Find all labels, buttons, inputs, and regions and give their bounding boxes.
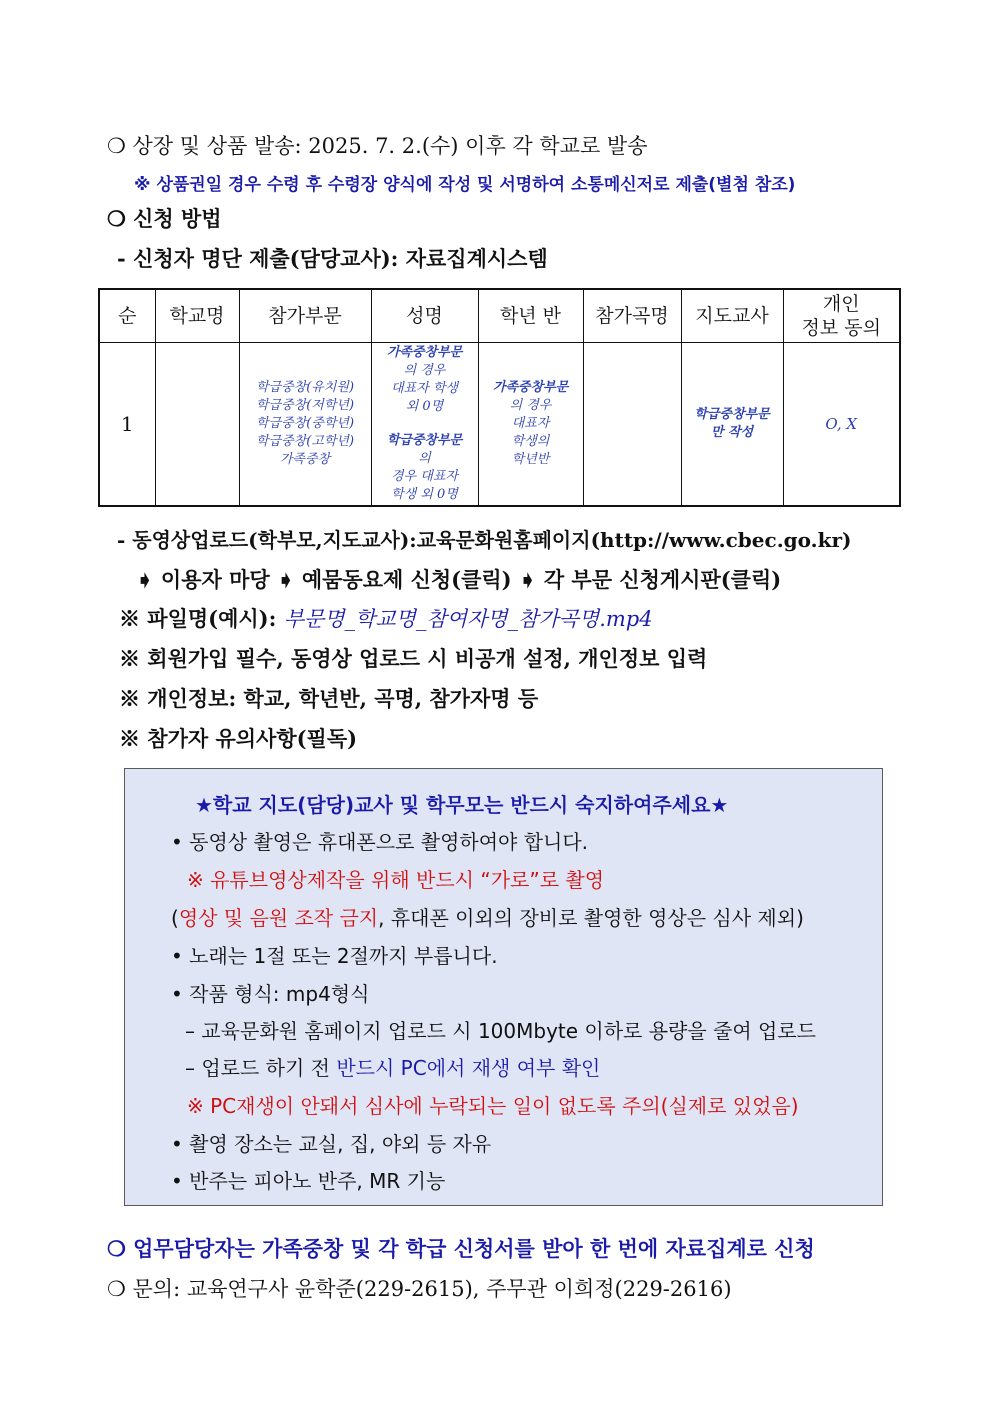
cell-teacher: 학급중창부문 만 작성 xyxy=(681,343,783,507)
filename-example: 부문명_학교명_참여자명_참가곡명.mp4 xyxy=(283,607,653,631)
award-shipping-line: ❍ 상장 및 상품 발송: 2025. 7. 2.(수) 이후 각 학교로 발송 xyxy=(107,134,648,158)
video-upload-line: - 동영상업로드(학부모,지도교사):교육문화원홈페이지(http://www.cbec.go.kr) xyxy=(117,528,852,552)
cell-school xyxy=(155,343,239,507)
cell-consent: O, X xyxy=(783,343,900,507)
header-name: 성명 xyxy=(371,289,478,343)
notice-item-location: • 촬영 장소는 교실, 집, 야외 등 자유 xyxy=(171,1132,492,1156)
header-teacher: 지도교사 xyxy=(681,289,783,343)
notice-upload-size: – 교육문화원 홈페이지 업로드 시 100Mbyte 이하로 용량을 줄여 업로드 xyxy=(185,1019,817,1043)
notice-item-format: • 작품 형식: mp4형식 xyxy=(171,982,370,1006)
notice-edit-ban: (영상 및 음원 조작 금지, 휴대폰 이외의 장비로 촬영한 영상은 심사 제외) xyxy=(171,906,804,930)
apply-method-heading: ❍ 신청 방법 xyxy=(107,206,222,231)
notice-item-accompaniment: • 반주는 피아노 반주, MR 기능 xyxy=(171,1169,446,1193)
privacy-note: ※ 개인정보: 학교, 학년반, 곡명, 참가자명 등 xyxy=(119,686,539,711)
contact-line: ❍ 문의: 교육연구사 윤학준(229-2615), 주무관 이희정(229-2616) xyxy=(107,1277,732,1301)
notice-box xyxy=(124,768,883,1206)
header-no: 순 xyxy=(99,289,155,343)
table-header-row xyxy=(99,289,900,343)
submit-list-line: - 신청자 명단 제출(담당교사): 자료집계시스템 xyxy=(117,246,548,271)
notice-pc-check: – 업로드 하기 전 반드시 PC에서 재생 여부 확인 xyxy=(185,1056,601,1080)
filename-line: ※ 파일명(예시): 부문명_학교명_참여자명_참가곡명.mp4 xyxy=(119,606,653,631)
cell-name: 가족중창부문 의 경우 대표자 학생 외 0명 학급중창부문 의 경우 대표자 학생 외 0명 xyxy=(371,343,478,507)
cell-no: 1 xyxy=(99,343,155,507)
notice-pc-warning: ※ PC재생이 안돼서 심사에 누락되는 일이 없도록 주의(실제로 있었음) xyxy=(187,1094,799,1118)
cell-grade: 가족중창부문 의 경우 대표자 학생의 학년반 xyxy=(478,343,583,507)
notice-title: ★학교 지도(담당)교사 및 학무모는 반드시 숙지하여주세요★ xyxy=(195,793,729,817)
header-category: 참가부문 xyxy=(239,289,371,343)
registration-table xyxy=(98,288,901,507)
notice-item-phone: • 동영상 촬영은 휴대폰으로 촬영하여야 합니다. xyxy=(171,830,589,854)
notice-item-verses: • 노래는 1절 또는 2절까지 부릅니다. xyxy=(171,944,498,968)
voucher-note: ※ 상품권일 경우 수령 후 수령장 양식에 작성 및 서명하여 소통메신저로 제출(별첨 참조) xyxy=(134,175,796,195)
officer-note: ❍ 업무담당자는 가족중창 및 각 학급 신청서를 받아 한 번에 자료집계로 신청 xyxy=(107,1236,815,1261)
cell-category: 학급중창(유치원) 학급중창(저학년) 학급중창(중학년) 학급중창(고학년) 가족중창 xyxy=(239,343,371,507)
signup-note: ※ 회원가입 필수, 동영상 업로드 시 비공개 설정, 개인정보 입력 xyxy=(119,646,708,671)
cell-song xyxy=(583,343,681,507)
notice-landscape-note: ※ 유튜브영상제작을 위해 반드시 “가로”로 촬영 xyxy=(187,868,605,892)
header-grade: 학년 반 xyxy=(478,289,583,343)
header-school: 학교명 xyxy=(155,289,239,343)
header-song: 참가곡명 xyxy=(583,289,681,343)
caution-note: ※ 참가자 유의사항(필독) xyxy=(119,726,358,751)
table-row xyxy=(99,343,900,507)
header-consent: 개인 정보 동의 xyxy=(783,289,900,343)
nav-path-line: ➧ 이용자 마당 ➧ 예뭄동요제 신청(클릭) ➧ 각 부문 신청게시판(클릭) xyxy=(136,567,782,592)
